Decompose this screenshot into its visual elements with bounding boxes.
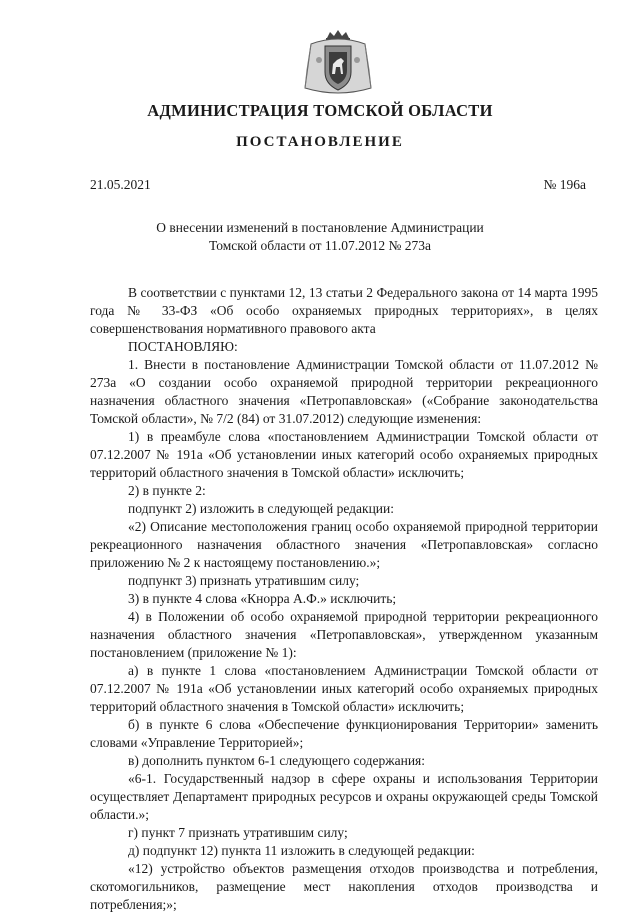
paragraph: ПОСТАНОВЛЯЮ: [128, 339, 238, 354]
paragraph: 3) в пункте 4 слова «Кнорра А.Ф.» исключить; [128, 591, 397, 606]
paragraph: г) пункт 7 признать утратившим силу; [128, 825, 348, 840]
document-subject [0, 219, 640, 255]
tomsk-region-coat-of-arms-icon [297, 30, 379, 100]
paragraph: подпункт 2) изложить в следующей редакции: [128, 501, 395, 516]
organization-title: АДМИНИСТРАЦИЯ ТОМСКОЙ ОБЛАСТИ [147, 101, 493, 120]
subject-line: О внесении изменений в постановление Администрации [156, 220, 484, 235]
document-body [90, 284, 598, 914]
paragraph: В соответствии с пунктами 12, 13 статьи 2 Федерального закона от 14 марта 1995 года № 33-ФЗ «Об особо охраняемых природных территориях», в целях совершенствования нормативного правового акта [90, 285, 598, 336]
document-number: № 196а [543, 177, 586, 192]
document-type: ПОСТАНОВЛЕНИЕ [236, 134, 404, 150]
paragraph: «6-1. Государственный надзор в сфере охраны и использования Территории осуществляет Департамент природных ресурсов и охраны окружающей среды Томской области.»; [90, 771, 598, 822]
subject-line: Томской области от 11.07.2012 № 273а [209, 238, 431, 253]
paragraph: б) в пункте 6 слова «Обеспечение функционирования Территории» заменить словами «Управление Территорией»; [90, 717, 598, 750]
paragraph: 1) в преамбуле слова «постановлением Администрации Томской области от 07.12.2007 № 191а «Об установлении иных категорий особо охраняемых природных территорий областного значения в Томской области» исключить; [90, 429, 598, 480]
paragraph: а) в пункте 1 слова «постановлением Администрации Томской области от 07.12.2007 № 191а «Об установлении иных категорий особо охраняемых природных территорий областного значения в Томской области» исключить; [90, 663, 598, 714]
paragraph: «2) Описание местоположения границ особо охраняемой природной территории рекреационного назначения областного значения «Петропавловская» согласно приложению № 2 к настоящему постановлению.»; [90, 519, 598, 570]
document-date: 21.05.2021 [90, 177, 151, 192]
paragraph: «12) устройство объектов размещения отходов производства и потребления, скотомогильников, размещение мест накопления отходов производства и потребления;»; [90, 861, 598, 912]
paragraph: 4) в Положении об особо охраняемой природной территории рекреационного назначения областного значения «Петропавловская», утвержденном указанным постановлением (приложение № 1): [90, 609, 598, 660]
paragraph: 2) в пункте 2: [128, 483, 206, 498]
paragraph: в) дополнить пунктом 6-1 следующего содержания: [128, 753, 426, 768]
paragraph: д) подпункт 12) пункта 11 изложить в следующей редакции: [128, 843, 475, 858]
paragraph: подпункт 3) признать утратившим силу; [128, 573, 360, 588]
paragraph: 1. Внести в постановление Администрации Томской области от 11.07.2012 № 273а «О создании особо охраняемой природной территории рекреационного назначения областного значения «Петропавловская» («Собрание законодательства Томской области», № 7/2 (84) от 31.07.2012) следующие изменения: [90, 357, 598, 426]
